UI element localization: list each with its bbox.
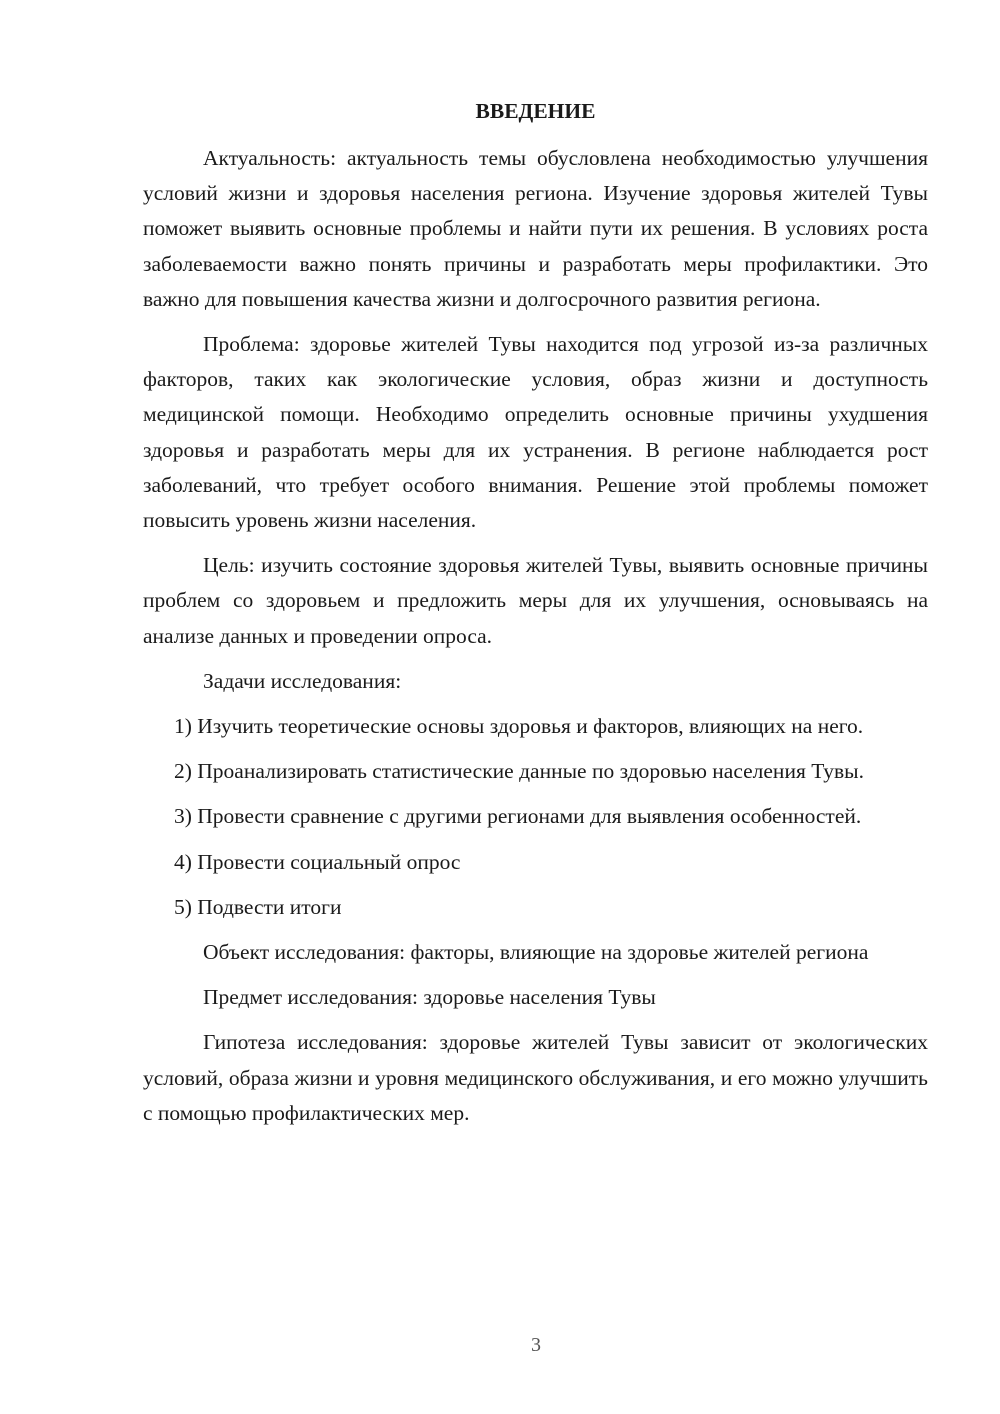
document-page — [143, 94, 928, 1141]
task-item-5: 5) Подвести итоги — [174, 894, 342, 919]
task-item-2: 2) Проанализировать статистические данные по здоровью населения Тувы. — [174, 759, 864, 784]
tasks-heading: Задачи исследования: — [203, 668, 402, 693]
object-paragraph: Объект исследования: факторы, влияющие на здоровье жителей региона — [203, 940, 869, 965]
subject-paragraph: Предмет исследования: здоровье населения Тувы — [203, 985, 656, 1010]
relevance-paragraph: Актуальность: актуальность темы обусловлена необходимостью улучшения условий жизни и здоровья населения региона. Изучение здоровья жителей Тувы поможет выявить основные проблемы и найти пути их решения. В условиях роста заболеваемости важно понять причины и разработать меры профилактики. Это важно для повышения качества жизни и долгосрочного развития региона. — [143, 146, 928, 311]
problem-paragraph: Проблема: здоровье жителей Тувы находится под угрозой из-за различных факторов, таких как экологические условия, образ жизни и доступность медицинской помощи. Необходимо определить основные причины ухудшения здоровья и разработать меры для их устранения. В регионе наблюдается рост заболеваний, что требует особого внимания. Решение этой проблемы поможет повысить уровень жизни населения. — [143, 332, 928, 533]
goal-paragraph: Цель: изучить состояние здоровья жителей Тувы, выявить основные причины проблем со здоровьем и предложить меры для их улучшения, основываясь на анализе данных и проведении опроса. — [143, 553, 928, 648]
task-item-4: 4) Провести социальный опрос — [174, 849, 461, 874]
task-item-1: 1) Изучить теоретические основы здоровья и факторов, влияющих на него. — [174, 714, 864, 739]
page-title: ВВЕДЕНИЕ — [475, 99, 596, 123]
hypothesis-paragraph: Гипотеза исследования: здоровье жителей Тувы зависит от экологических условий, образа жизни и уровня медицинского обслуживания, и его можно улучшить с помощью профилактических мер. — [143, 1030, 928, 1125]
page-number: 3 — [531, 1334, 541, 1356]
task-item-3: 3) Провести сравнение с другими регионами для выявления особенностей. — [174, 804, 862, 829]
